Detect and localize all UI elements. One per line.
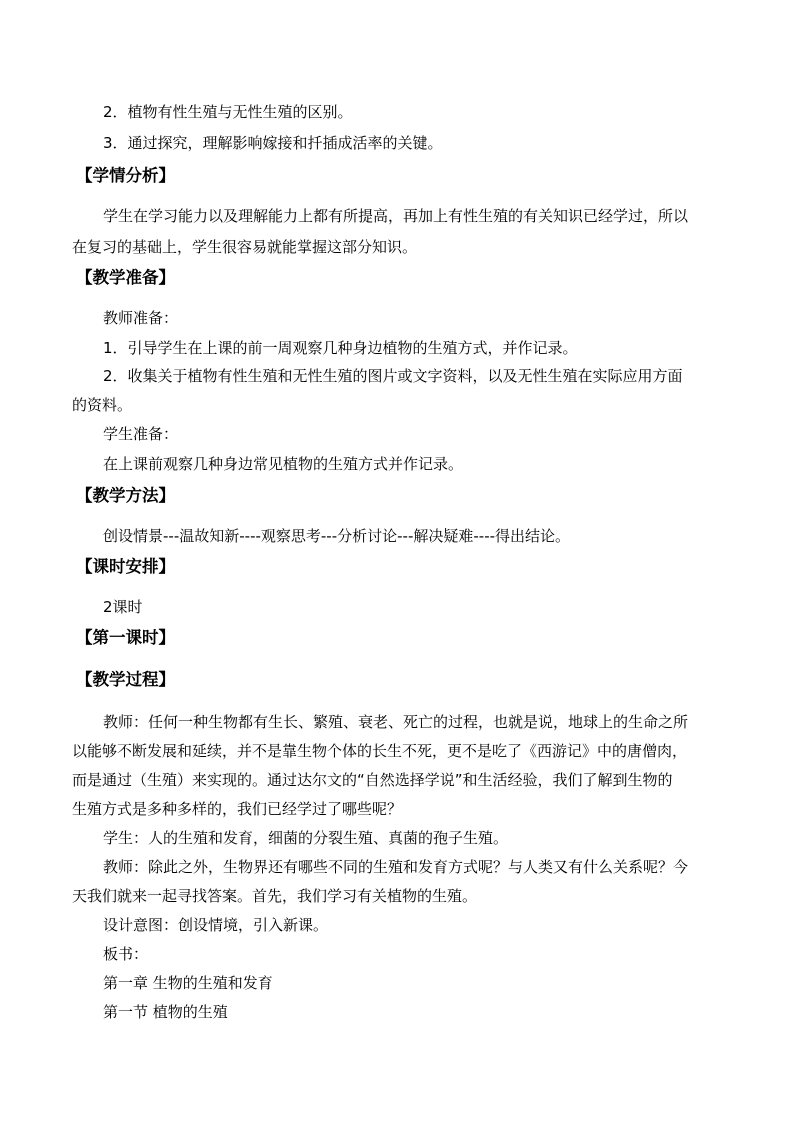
teacher-speech-1-line-2: 以能够不断发展和延续，并不是靠生物个体的长生不死，更不是吃了《西游记》中的唐僧肉，: [72, 742, 688, 760]
teacher-speech-2-line-1: 教师：除此之外，生物界还有哪些不同的生殖和发育方式呢？与人类又有什么关系呢？今: [103, 858, 689, 876]
student-prep-label: 学生准备：: [103, 425, 179, 443]
objective-item-2: 2．植物有性生殖与无性生殖的区别。: [103, 103, 353, 121]
student-prep-item: 在上课前观察几种身边常见植物的生殖方式并作记录。: [103, 455, 464, 473]
heading-teaching-preparation: 【教学准备】: [76, 268, 175, 287]
objective-item-3: 3．通过探究，理解影响嫁接和扦插成活率的关键。: [103, 134, 443, 152]
board-section: 第一节 植物的生殖: [103, 1003, 228, 1021]
student-speech-1: 学生：人的生殖和发育，细菌的分裂生殖、真菌的孢子生殖。: [103, 829, 509, 847]
teacher-prep-item-2-line-2: 的资料。: [72, 396, 133, 414]
schedule-text: 2课时: [103, 598, 143, 616]
teacher-prep-item-2-line-1: 2．收集关于植物有性生殖和无性生殖的图片或文字资料，以及无性生殖在实际应用方面: [103, 367, 683, 385]
teacher-speech-1-line-3: 而是通过（生殖）来实现的。通过达尔文的“自然选择学说”和生活经验，我们了解到生物的: [72, 771, 673, 789]
board-chapter: 第一章 生物的生殖和发育: [103, 974, 273, 992]
teaching-method-text: 创设情景---温故知新----观察思考---分析讨论---解决疑难----得出结论。: [103, 527, 571, 545]
heading-student-analysis: 【学情分析】: [76, 166, 175, 185]
teacher-prep-label: 教师准备：: [103, 309, 179, 327]
teacher-speech-1-line-1: 教师：任何一种生物都有生长、繁殖、衰老、死亡的过程，也就是说，地球上的生命之所: [103, 713, 689, 731]
teacher-speech-2-line-2: 天我们就来一起寻找答案。首先，我们学习有关植物的生殖。: [72, 887, 478, 905]
student-analysis-line-1: 学生在学习能力以及理解能力上都有所提高，再加上有性生殖的有关知识已经学过，所以: [103, 207, 689, 225]
heading-teaching-method: 【教学方法】: [76, 486, 175, 505]
design-intent: 设计意图：创设情境，引入新课。: [103, 916, 329, 934]
student-analysis-line-2: 在复习的基础上，学生很容易就能掌握这部分知识。: [72, 238, 418, 256]
heading-schedule: 【课时安排】: [76, 557, 175, 576]
board-label: 板书：: [103, 945, 149, 963]
teacher-prep-item-1: 1．引导学生在上课的前一周观察几种身边植物的生殖方式，并作记录。: [103, 339, 578, 357]
teacher-speech-1-line-4: 生殖方式是多种多样的，我们已经学过了哪些呢？: [72, 800, 403, 818]
heading-first-period: 【第一课时】: [76, 628, 175, 647]
heading-teaching-process: 【教学过程】: [76, 670, 175, 689]
